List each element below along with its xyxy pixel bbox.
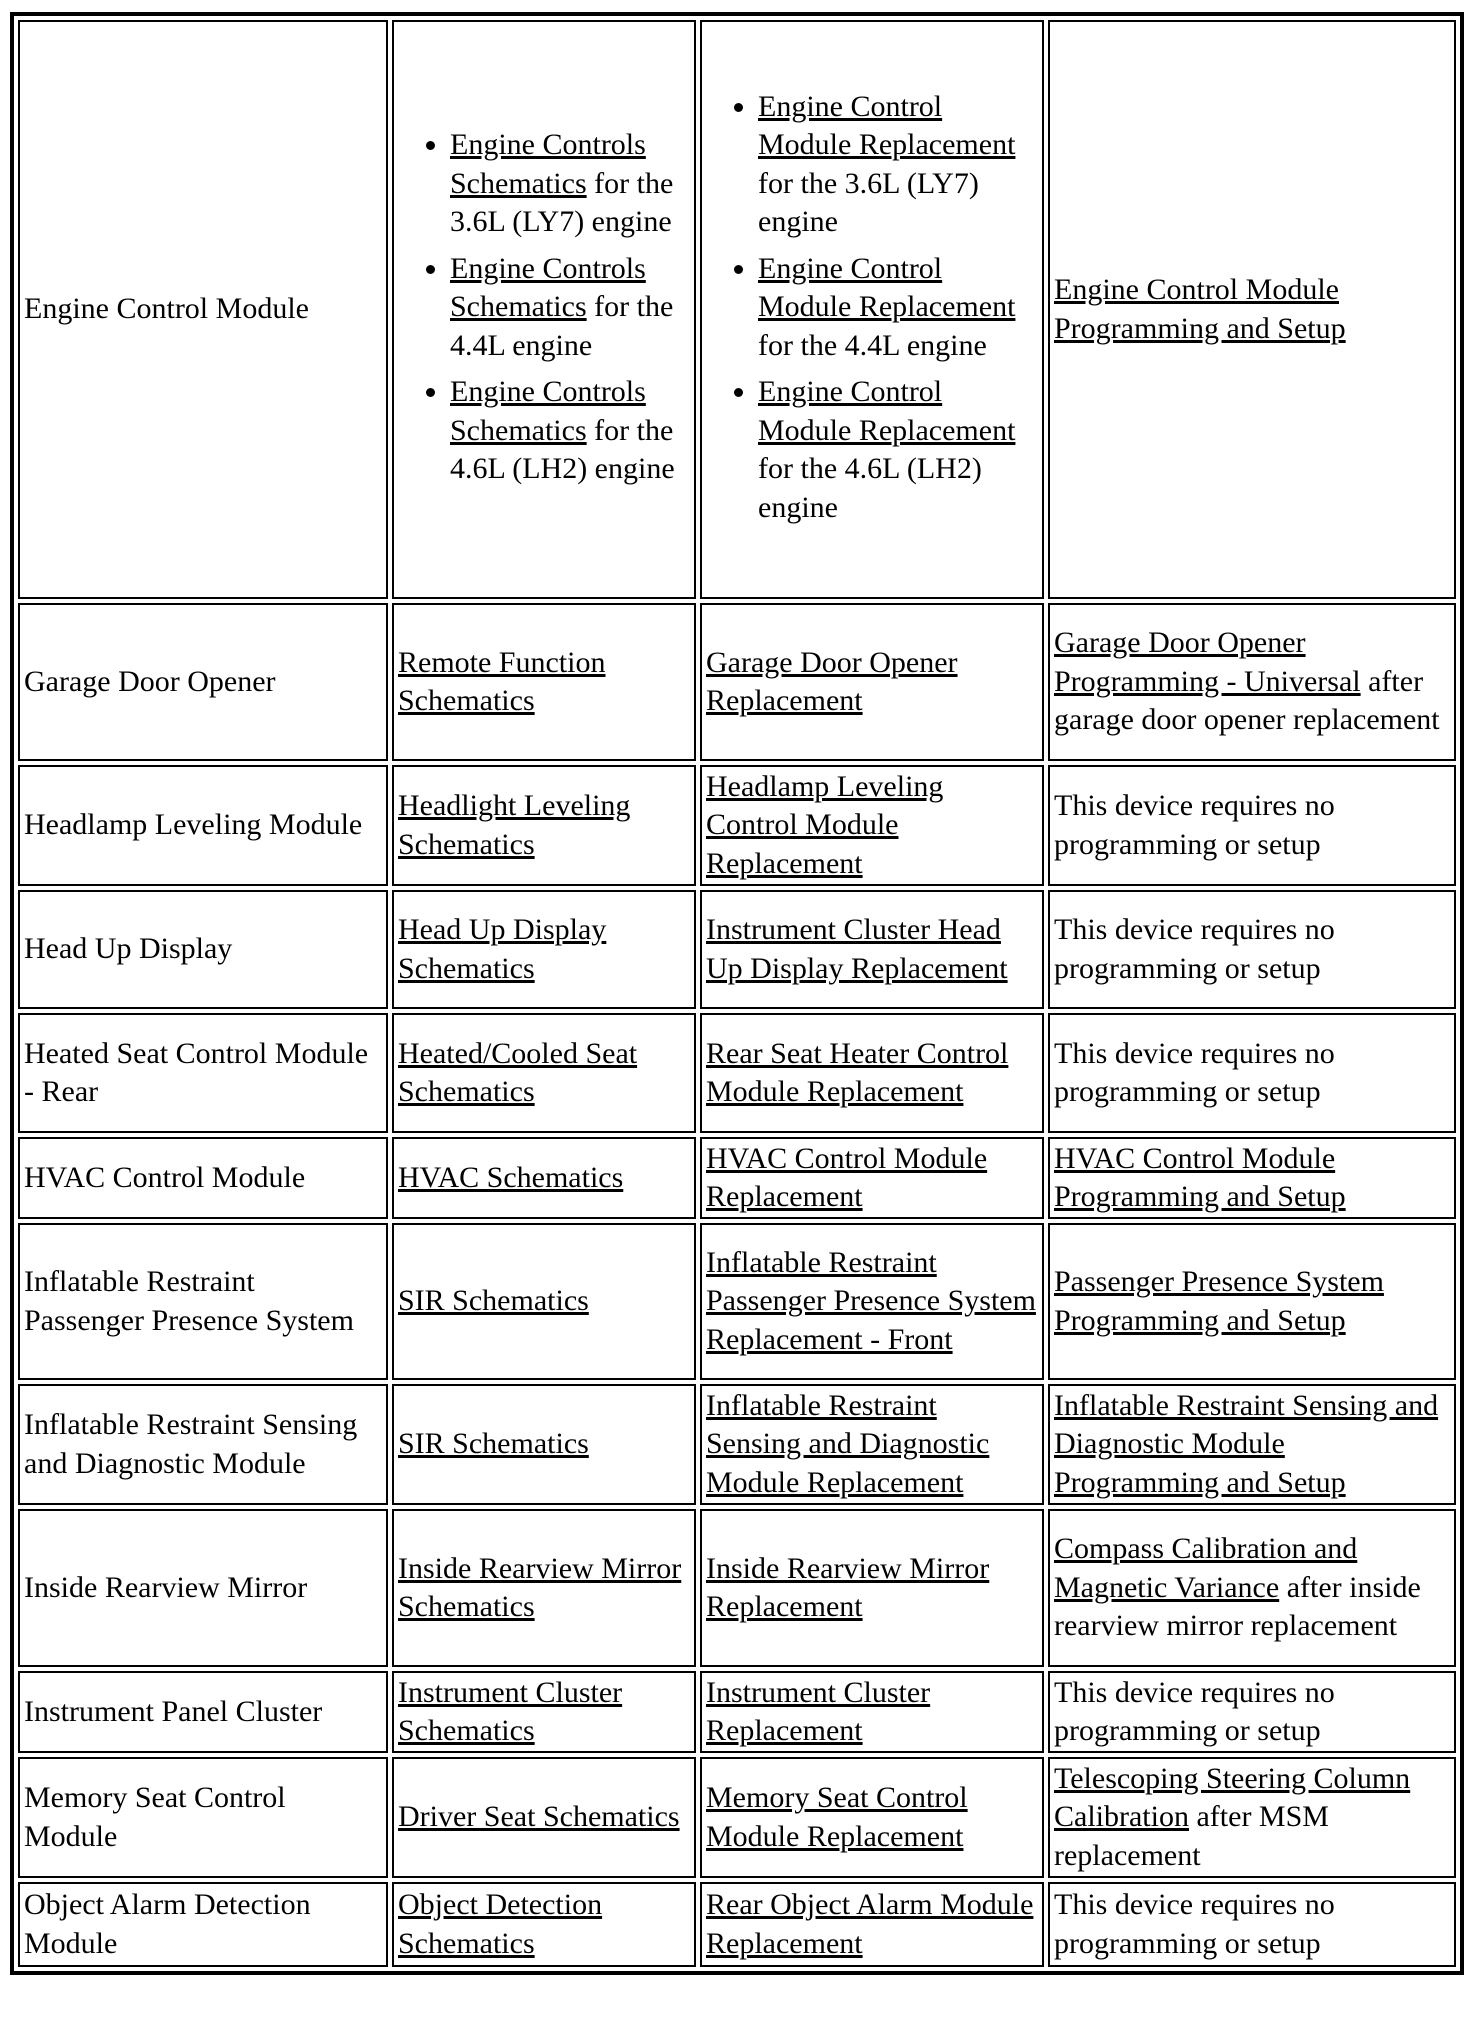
cell-module [18,1509,388,1667]
cell-programming [1048,1757,1456,1878]
text: after inside rearview mirror replacement [1054,1570,1421,1643]
cell-programming [1048,603,1456,761]
table-row [18,20,1456,599]
cell-schematics [392,603,696,761]
cell-schematics [392,1757,696,1878]
cell-replacement [700,1384,1044,1505]
module-name: Inside Rearview Mirror [24,1570,308,1604]
cell-replacement [700,1223,1044,1380]
cell-programming [1048,1671,1456,1753]
link[interactable]: Engine Controls Schematics [450,251,646,324]
cell-replacement [700,1509,1044,1667]
table-row [18,1882,1456,1967]
link[interactable]: Rear Seat Heater Control Module Replacement [706,1036,1009,1108]
link[interactable]: Rear Object Alarm Module Replacement [706,1888,1034,1960]
cell-schematics [392,1671,696,1753]
cell-module [18,1882,388,1967]
cell-module [18,1384,388,1505]
link[interactable]: Telescoping Steering Column Calibration [1054,1761,1411,1834]
text: This device requires no programming or setup [1054,1036,1335,1108]
text: for the 3.6L (LY7) engine [758,166,979,239]
list-item [450,126,690,242]
table-row [18,1384,1456,1505]
cell-replacement [700,1671,1044,1753]
module-reference-table [10,12,1464,1975]
link[interactable]: HVAC Schematics [398,1160,624,1194]
cell-schematics [392,1223,696,1380]
table-row [18,1137,1456,1219]
cell-replacement [700,1137,1044,1219]
link[interactable]: Object Detection Schematics [398,1888,603,1960]
cell-module [18,20,388,599]
cell-programming [1048,765,1456,886]
module-name: Garage Door Opener [24,664,276,698]
bullet-list [706,88,1038,528]
link[interactable]: Engine Controls Schematics [450,375,646,447]
module-name: Engine Control Module [24,292,309,326]
link[interactable]: HVAC Control Module Replacement [706,1141,988,1213]
module-name: Instrument Panel Cluster [24,1694,323,1728]
cell-schematics [392,1013,696,1133]
text: for the 4.6L (LH2) engine [450,413,675,486]
cell-programming [1048,1509,1456,1667]
link[interactable]: Engine Control Module Replacement [758,375,1016,447]
cell-schematics [392,765,696,886]
link[interactable]: Engine Control Module Replacement [758,89,1016,162]
link[interactable]: SIR Schematics [398,1427,589,1461]
text: for the 3.6L (LY7) engine [450,166,674,239]
cell-schematics [392,1137,696,1219]
table-row [18,603,1456,761]
text: This device requires no programming or setup [1054,1888,1335,1960]
cell-module [18,1671,388,1753]
cell-programming [1048,1882,1456,1967]
cell-module [18,1757,388,1878]
table-row [18,1757,1456,1878]
module-name: HVAC Control Module [24,1160,306,1194]
text: for the 4.6L (LH2) engine [758,452,982,524]
link[interactable]: Engine Control Module Replacement [758,251,1016,324]
link[interactable]: SIR Schematics [398,1284,589,1318]
link[interactable]: Heated/Cooled Seat Schematics [398,1036,638,1108]
link[interactable]: Garage Door Opener Replacement [706,645,958,717]
table-row [18,765,1456,886]
cell-replacement [700,603,1044,761]
link[interactable]: Compass Calibration and Magnetic Variance [1054,1532,1358,1604]
cell-module [18,603,388,761]
cell-programming [1048,1013,1456,1133]
text: after MSM replacement [1054,1800,1329,1872]
list-item [450,373,690,489]
cell-schematics [392,20,696,599]
link[interactable]: Engine Control Module Programming and Setup [1054,273,1346,345]
text: for the 4.4L engine [450,290,674,362]
text: This device requires no programming or setup [1054,1675,1335,1747]
module-name: Head Up Display [24,932,233,966]
link[interactable]: Instrument Cluster Schematics [398,1675,623,1747]
module-name: Inflatable Restraint Passenger Presence System [24,1265,354,1337]
link[interactable]: Headlight Leveling Schematics [398,789,631,861]
link[interactable]: Inflatable Restraint Sensing and Diagnostic Module Programming and Setup [1054,1388,1439,1499]
link[interactable]: Instrument Cluster Replacement [706,1675,931,1747]
table-row [18,1223,1456,1380]
cell-module [18,1137,388,1219]
cell-replacement [700,1882,1044,1967]
table-row [18,890,1456,1009]
link[interactable]: Headlamp Leveling Control Module Replacement [706,769,944,880]
cell-schematics [392,1509,696,1667]
cell-module [18,1013,388,1133]
module-name: Heated Seat Control Module - Rear [24,1036,369,1108]
cell-programming [1048,20,1456,599]
cell-module [18,890,388,1009]
link[interactable]: Inside Rearview Mirror Replacement [706,1551,990,1623]
module-name: Inflatable Restraint Sensing and Diagnostic Module [24,1408,358,1480]
cell-schematics [392,890,696,1009]
text: for the 4.4L engine [758,328,987,362]
link[interactable]: Garage Door Opener Programming - Universal [1054,626,1361,698]
cell-module [18,1223,388,1380]
module-name: Object Alarm Detection Module [24,1888,311,1960]
link[interactable]: Engine Controls Schematics [450,128,646,200]
link[interactable]: Inflatable Restraint Sensing and Diagnostic Module Replacement [706,1388,990,1499]
cell-programming [1048,890,1456,1009]
module-name: Memory Seat Control Module [24,1781,286,1853]
cell-replacement [700,1757,1044,1878]
cell-programming [1048,1384,1456,1505]
table-row [18,1013,1456,1133]
link[interactable]: Instrument Cluster Head Up Display Replacement [706,913,1008,985]
link[interactable]: Passenger Presence System Programming and Setup [1054,1265,1384,1337]
cell-programming [1048,1137,1456,1219]
text: This device requires no programming or setup [1054,913,1335,985]
list-item [758,88,1038,242]
cell-replacement [700,890,1044,1009]
link[interactable]: Memory Seat Control Module Replacement [706,1781,968,1853]
text: after garage door opener replacement [1054,664,1440,737]
list-item [450,250,690,366]
module-name: Headlamp Leveling Module [24,808,363,842]
cell-replacement [700,20,1044,599]
link[interactable]: HVAC Control Module Programming and Setup [1054,1141,1346,1213]
link[interactable]: Inside Rearview Mirror Schematics [398,1551,682,1623]
cell-schematics [392,1384,696,1505]
cell-replacement [700,765,1044,886]
cell-programming [1048,1223,1456,1380]
table-row [18,1509,1456,1667]
cell-module [18,765,388,886]
text: This device requires no programming or setup [1054,789,1335,861]
link[interactable]: Driver Seat Schematics [398,1800,680,1834]
link[interactable]: Head Up Display Schematics [398,913,607,985]
list-item [758,250,1038,366]
cell-schematics [392,1882,696,1967]
list-item [758,373,1038,527]
link[interactable]: Remote Function Schematics [398,645,606,717]
link[interactable]: Inflatable Restraint Passenger Presence System Replacement - Front [706,1245,1036,1356]
table-row [18,1671,1456,1753]
cell-replacement [700,1013,1044,1133]
bullet-list [398,126,690,489]
